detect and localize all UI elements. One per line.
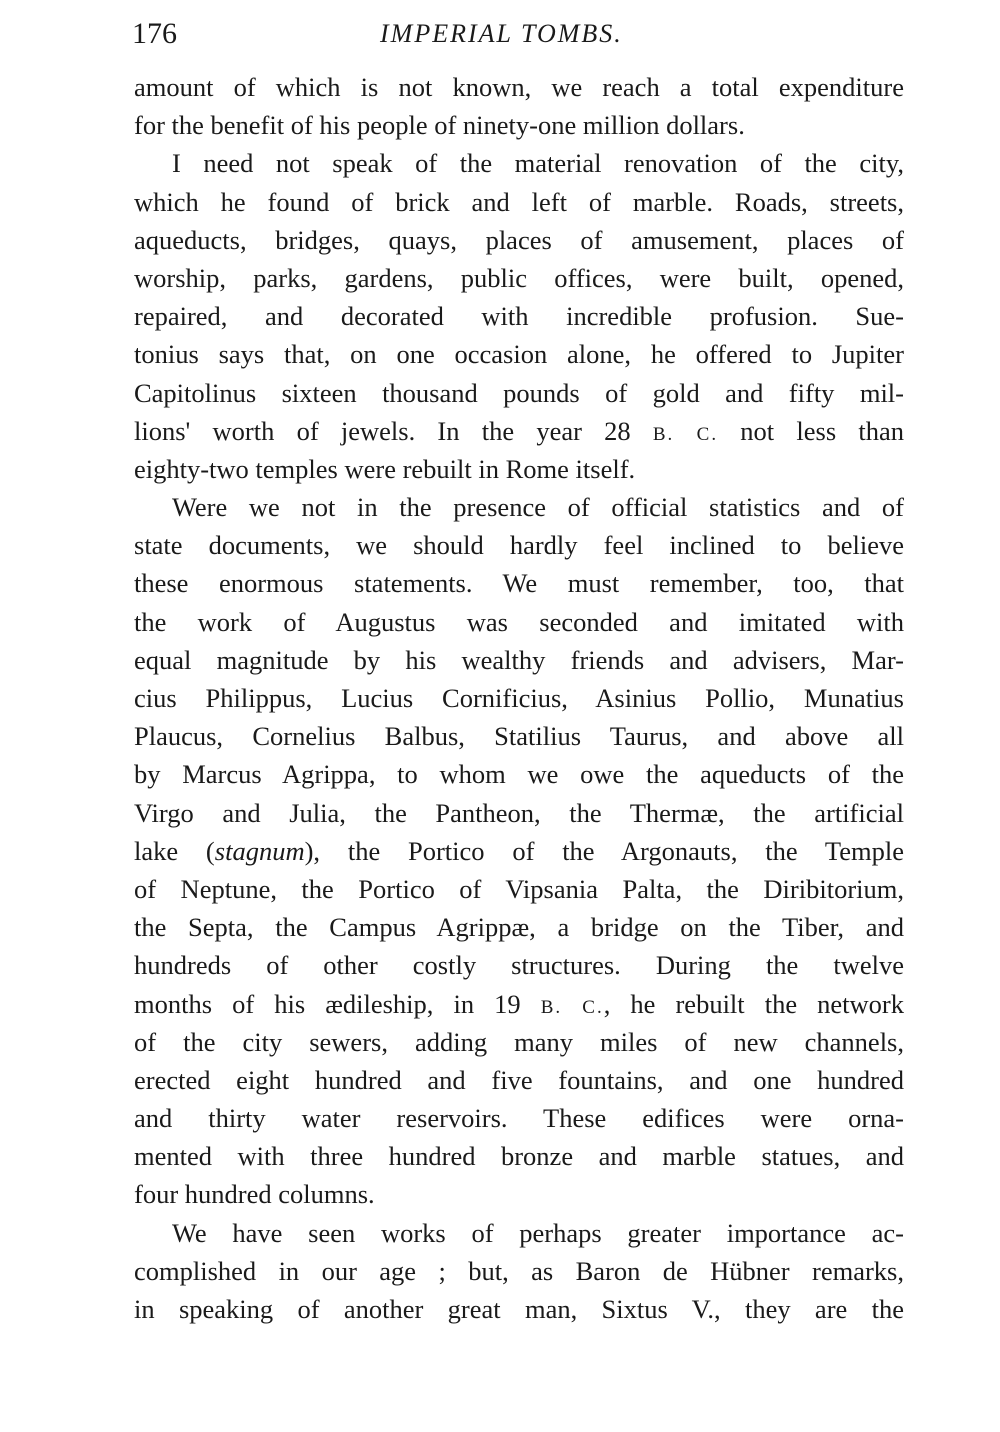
text-line: I need not speak of the material renovation of the city, [172,148,904,179]
text-line: by Marcus Agrippa, to whom we owe the aqueducts of the [134,759,904,790]
text-line: eighty-two temples were rebuilt in Rome itself. [134,453,636,484]
page-header [132,12,902,56]
text-line: mented with three hundred bronze and marble statues, and [134,1141,904,1172]
text-line: Plaucus, Cornelius Balbus, Statilius Taurus, and above all [134,721,904,752]
text-line: the Septa, the Campus Agrippæ, a bridge on the Tiber, and [134,912,904,943]
text-line: four hundred columns. [134,1179,375,1210]
text-line: these enormous statements. We must remember, too, that [134,568,904,599]
text-line: in speaking of another great man, Sixtus V., they are the [134,1294,904,1324]
text-line: Virgo and Julia, the Pantheon, the Thermæ, the artificial [134,797,904,828]
text-line: the work of Augustus was seconded and imitated with [134,606,904,637]
page-number: 176 [132,17,177,50]
body-text [134,68,904,1328]
text-line: worship, parks, gardens, public offices, were built, opened, [134,262,904,293]
text-line: complished in our age ; but, as Baron de Hübner remarks, [134,1255,904,1286]
text-line: lake (stagnum), the Portico of the Argonauts, the Temple [134,835,905,866]
text-line: and thirty water reservoirs. These edifices were orna- [134,1103,904,1134]
text-line: of Neptune, the Portico of Vipsania Palta, the Diribitorium, [134,873,904,904]
text-line: Capitolinus sixteen thousand pounds of gold and fifty mil- [134,377,904,408]
text-line: cius Philippus, Lucius Cornificius, Asinius Pollio, Munatius [134,683,904,713]
text-line: lions' worth of jewels. In the year 28 B. C. not less than [134,415,904,446]
text-line: which he found of brick and left of marble. Roads, streets, [134,186,904,217]
text-line: of the city sewers, adding many miles of new channels, [134,1026,904,1057]
text-line: hundreds of other costly structures. During the twelve [134,950,904,981]
running-head: IMPERIAL TOMBS. [380,19,623,48]
text-line: We have seen works of perhaps greater importance ac- [172,1217,904,1248]
text-line: for the benefit of his people of ninety-one million dollars. [134,110,745,141]
text-line: Were we not in the presence of official statistics and of [172,492,904,523]
text-line: months of his ædileship, in 19 B. C., he rebuilt the network [134,988,904,1019]
text-line: repaired, and decorated with incredible profusion. Sue- [134,301,904,332]
text-line: tonius says that, on one occasion alone, he offered to Jupiter [134,339,904,370]
text-line: amount of which is not known, we reach a total expenditure [134,72,904,102]
text-line: equal magnitude by his wealthy friends and advisers, Mar- [134,644,904,675]
text-line: erected eight hundred and five fountains, and one hundred [134,1064,904,1095]
text-line: state documents, we should hardly feel inclined to believe [134,530,904,561]
text-line: aqueducts, bridges, quays, places of amusement, places of [134,224,904,255]
